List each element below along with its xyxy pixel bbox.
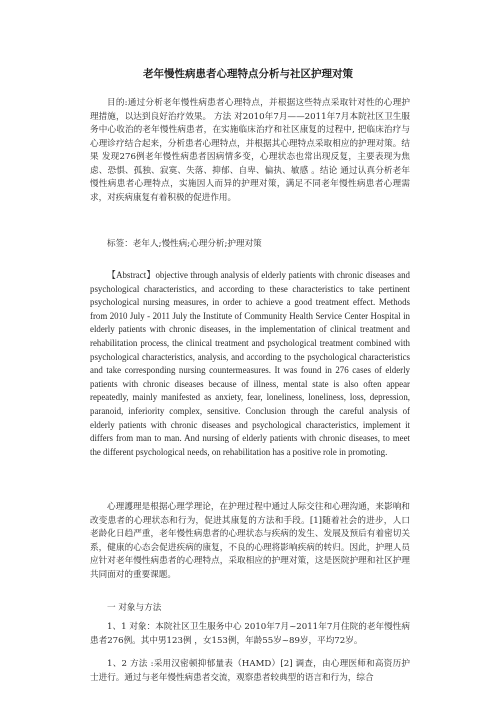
english-abstract: 【Abstract】objective through analysis of elderly patients with chronic diseases and psychological characteristics, and according to these characteristics to take pertinent psychological nursing measures, in order to achieve a good treatment effect. Methods from 2010 July - 2011 July the Institute of Community Health Service Center Hospital in elderly patients with chronic diseases, in the implementation of clinical treatment and rehabilitation process, the clinical treatment and psychological treatment combined with psychological characteristics, analysis, and according to the psychological characteristics and take corresponding nursing countermeasures. It was found in 276 cases of elderly patients with chronic diseases because of illness, mental state is also often appear repeatedly, mainly manifested as anxiety, fear, loneliness, loneliness, loss, depression, paranoid, inferiority complex, sensitive. Conclusion through the careful analysis of elderly patients with chronic diseases and psychological characteristics, implement it differs from man to man. And nursing of elderly patients with chronic diseases, to meet the different psychological needs, on rehabilitation has a positive role in promoting. <box>90 270 410 457</box>
subsection-methods: 1、2 方法 :采用汉密顿抑郁量表（HAMD）[2] 调查，由心理医师和高资历护士进行。通过与老年慢性病患者交流，观察患者较典型的语言和行为，综合 <box>90 659 410 683</box>
chinese-abstract: 目的:通过分析老年慢性病患者心理特点，并根据这些特点采取针对性的心理护理措施，以达到良好治疗效果。 方法 对2010年7月——2011年7月本院社区卫生服务中心收治的老年慢性病患者，在实施临床治疗和社区康复的过程中, 把临床治疗与心理诊疗结合起来，分析患者心理特点，并根据其心理特点采取相应的护理对策。结果 发现276例老年慢性病患者因病情多变，心理状态也常出现反复，主要表现为焦虑、恐惧、孤独、寂寞、失落、抑郁、自卑、偏执、敏感 。结论 通过认真分析老年慢性病患者心理特点，实施因人而异的护理对策，满足不同老年慢性病患者心理需求，对疾病康复有着积极的促进作用。 <box>90 98 410 203</box>
article-title: 老年慢性病患者心理特点分析与社区护理对策 <box>143 68 353 80</box>
subsection-subjects: 1、1 对象：本院社区卫生服务中心 2010年7月~2011年7月住院的老年慢性病患者276例。其中男123例 ，女153例，年龄55岁~89岁，平均72岁。 <box>90 622 410 646</box>
section-heading-methods: 一 对象与方法 <box>107 603 162 613</box>
introduction-paragraph: 心理護理是根据心理学理论，在护理过程中通过人际交往和心理沟通，来影响和改变患者的心理状态和行为，促进其康复的方法和手段。[1]随着社会的进步，人口老龄化日趋严重，老年慢性病患者的心理状态与疾病的发生、发展及预后有着密切关系，健康的心态会促进疾病的康复，不良的心理将影响疾病的转归。因此，护理人员应针对老年慢性病患者的心理特点，采取相应的护理对策，这是医院护理和社区护理共同面对的重要课题。 <box>90 502 410 580</box>
keywords: 标签：老年人;慢性病;心理分析;护理对策 <box>107 239 262 249</box>
